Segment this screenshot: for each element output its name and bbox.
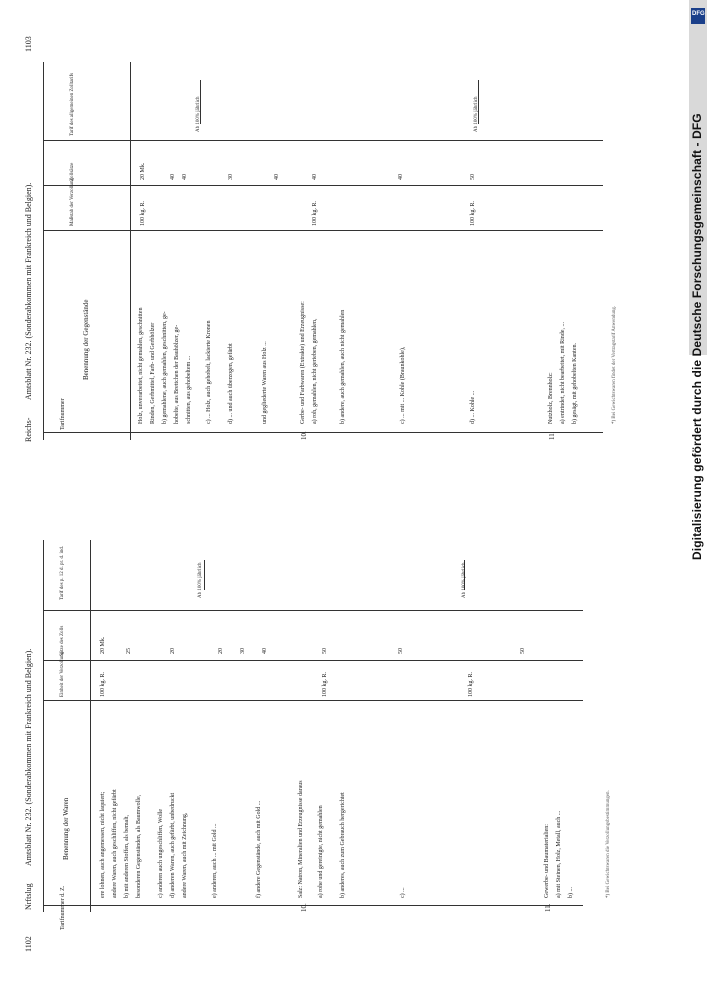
left-table-top-rule	[43, 540, 44, 912]
right-line: und gegliederte Waren aus Holz ...	[262, 341, 268, 424]
right-item-10: 10.	[300, 431, 308, 440]
left-rate: 30	[240, 648, 246, 654]
left-line: c) anderen auch ungeschliffen, Wolle	[158, 808, 164, 898]
right-table-top-rule	[43, 62, 44, 440]
left-remark: Ab 100% jährlich	[462, 562, 467, 598]
left-rate: 50	[322, 648, 328, 654]
right-unit: 100 kg. R.	[470, 200, 476, 226]
right-rate: 50	[470, 174, 476, 180]
right-line: b) gemahlene, auch gemahlen, geschnitten, ge-	[162, 311, 168, 424]
right-rate: 40	[170, 174, 176, 180]
left-col-goods-rule	[43, 700, 583, 701]
left-line: f) andere Gegenstände, auch mit Gold ...	[256, 800, 262, 898]
right-remark: Ab 100% jährlich	[474, 96, 479, 132]
left-line: a) mit Steinen, Holz, Metall, auch ...	[556, 810, 562, 898]
left-item-11: 11.	[544, 903, 552, 912]
right-line: b) andere, auch gemahlen, auch nicht gemahlen	[340, 309, 346, 424]
left-col-unit-rule	[43, 660, 583, 661]
left-rate: 20	[170, 648, 176, 654]
credit-text: Digitalisierung gefördert durch die Deutsche Forschungsgemeinschaft - DFG	[690, 113, 704, 560]
left-footnote: *) Bei Gewichtswaren die Verzollungsbestimmungen.	[606, 790, 611, 898]
left-line: ere lohnen, auch angemessen, nicht laquiert;	[100, 791, 106, 898]
right-rate: 20 Mk.	[140, 162, 146, 180]
right-line: b) gesägt, mit gehobelten Kanten.	[572, 343, 578, 424]
left-remark-brace	[204, 560, 205, 590]
left-col-remarks-header: Tarif des p. 12 d. pr. d. ind.	[60, 545, 65, 600]
left-remark: Ab 100% jährlich	[198, 562, 203, 598]
right-col-unit-rule	[43, 185, 603, 186]
right-line: d) ... und auch überzogen, gefärbt	[228, 343, 234, 424]
right-line: Rinden, Gerbmittel, Farb- und Gerbhölzer	[150, 322, 156, 424]
right-line: c) ... mit ... Kohle (Braunkohle),	[400, 346, 406, 424]
right-header-rule	[130, 62, 131, 440]
right-rate: 40	[274, 174, 280, 180]
left-col-goods-header: Benennung der Waren	[62, 797, 70, 860]
left-rate: 20 Mk.	[100, 636, 106, 654]
left-col-nr-header: Tarifnummer d. Z.	[60, 885, 66, 930]
right-line: schnitten, aus gehobeltem ...	[186, 355, 192, 424]
left-page-number: 1102	[24, 936, 33, 952]
right-item-11: 11.	[548, 431, 556, 440]
right-col-rates-rule	[43, 140, 603, 141]
left-line: Salz: Natron, Mineralien und Erzeugnisse daraus	[298, 780, 304, 898]
right-rate: 40	[182, 174, 188, 180]
left-line: andere Waren, auch geschliffen, nicht gefärbt	[112, 789, 118, 898]
left-line: c) ...	[400, 887, 406, 898]
right-footnote: *) Bei Gewichtswaren findet der Vertragstarif Anwendung.	[612, 305, 617, 424]
dfg-logo	[691, 8, 705, 24]
right-line: a) roh, gemahlen, nicht gerieben, gemahlen,	[312, 318, 318, 424]
left-unit: 100 kg. R.	[322, 671, 328, 697]
left-line: a) rohe und gereinigte, nicht gemahlen	[318, 805, 324, 898]
left-line: b) mit anderen Stoffen, als bemalt,	[124, 814, 130, 898]
left-line: Gewerbe- und Baumaterialien:	[544, 824, 550, 898]
right-col-remarks-header: Tarif des allgemeinen Zolltarifs	[70, 72, 75, 136]
left-rate: 50	[398, 648, 404, 654]
left-line: b) anderes, auch zum Gebrauch hergerichtet	[340, 792, 346, 898]
right-unit: 100 kg. R.	[312, 200, 318, 226]
left-item-10: 10.	[300, 903, 308, 912]
right-rate: 40	[312, 174, 318, 180]
right-col-nr-rule	[43, 432, 603, 433]
right-page-number: 1103	[24, 36, 33, 52]
left-line: d) anderen Waren, auch gefärbt, unbedruckt	[170, 792, 176, 898]
right-line: Holz, unverarbeitet, nicht gemahlen, geschnitten	[138, 307, 144, 424]
left-line: b) ...	[568, 887, 574, 898]
right-line: Gerbe- und Farbwaren (Extrakte) und Erzeugnisse:	[300, 301, 306, 424]
right-header-left: Reichs-	[24, 417, 33, 442]
left-unit: 100 kg. R.	[468, 671, 474, 697]
left-col-rates-rule	[43, 610, 583, 611]
left-rate: 40	[262, 648, 268, 654]
right-col-unit-header: Maßstab der Verzollung	[70, 178, 75, 226]
right-remark: Ab 100% jährlich	[196, 96, 201, 132]
right-unit: 100 kg. R.	[140, 200, 146, 226]
left-header-rule	[90, 540, 91, 912]
left-col-unit-header: Einheit der Verzollung	[60, 651, 65, 697]
right-rate: 40	[398, 174, 404, 180]
left-rate: 25	[126, 648, 132, 654]
right-col-goods-rule	[43, 230, 603, 231]
left-line: besonderen Gegenständen, als Baumwolle,	[136, 794, 142, 898]
left-rate: 20	[218, 648, 224, 654]
right-line: c) ... Holz, auch gehobelt, lackierte Kronen	[206, 320, 212, 424]
left-header: Amtsblatt Nr. 232. (Sonderabkommen mit Frankreich und Belgien).	[24, 648, 33, 866]
left-line: e) anderen, auch ... mit Gold ...	[212, 823, 218, 898]
right-line: d) ... Kohle ...	[470, 390, 476, 424]
left-col-nr-rule	[43, 905, 583, 906]
right-col-nr-header: Tarifnummer	[60, 398, 66, 430]
right-line: hobelte, aus Brettchen der Bauhölzer, ge-	[174, 324, 180, 424]
right-col-goods-header: Benennung der Gegenstände	[82, 299, 90, 380]
right-col-rates-header: Zollsätze	[70, 162, 75, 181]
dfg-logo-text: DFG	[692, 11, 705, 17]
right-header: Amtsblatt Nr. 232. (Sonderabkommen mit Frankreich und Belgien).	[24, 182, 33, 400]
left-col-rates-header: Sätze des Zolls	[60, 625, 65, 656]
left-line: andere Waren, auch mit Zeichnung,	[182, 812, 188, 898]
left-rate: 50	[520, 648, 526, 654]
left-unit: 100 kg. R.	[100, 671, 106, 697]
right-line: a) entrindet, nicht bearbeitet, mit Rinde, ...	[560, 322, 566, 424]
right-rate: 30	[228, 174, 234, 180]
left-header-left: Nrftslug	[24, 883, 33, 910]
right-line: Nutzholz, Brennholz:	[548, 372, 554, 424]
